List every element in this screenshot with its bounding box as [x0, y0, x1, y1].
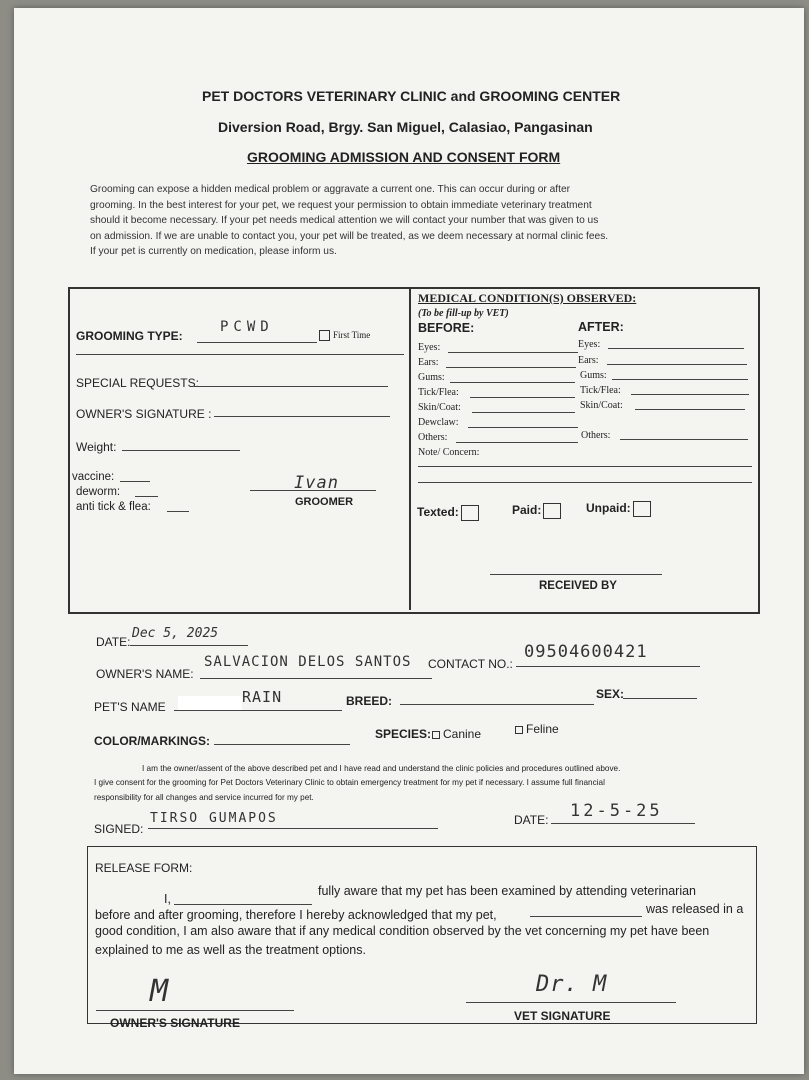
release-line-1-suffix: fully aware that my pet has been examined by attending veterinarian	[318, 884, 697, 898]
vaccine-label: vaccine:	[72, 471, 115, 483]
clinic-address: Diversion Road, Brgy. San Miguel, Calasiao, Pangasinan	[218, 119, 593, 135]
texted-box[interactable]	[461, 505, 479, 521]
signed-label: SIGNED:	[94, 822, 144, 836]
before-gums: Gums:	[418, 372, 445, 383]
anti-tick-label: anti tick & flea:	[76, 501, 151, 513]
signed-date-value: 12-5-25	[570, 801, 663, 821]
groomer-signature-line	[250, 490, 376, 491]
groomer-label: GROOMER	[295, 496, 354, 508]
paid-checkbox[interactable]	[512, 503, 561, 519]
note-concern: Note/ Concern:	[418, 447, 480, 458]
after-label: AFTER:	[578, 320, 624, 334]
contact-label: CONTACT NO.:	[428, 657, 513, 671]
before-skin-coat-field[interactable]	[472, 412, 575, 413]
grooming-type-value: PCWD	[220, 319, 274, 335]
after-tick-flea-field[interactable]	[631, 394, 749, 395]
paid-box[interactable]	[543, 503, 561, 519]
breed-field[interactable]	[400, 704, 594, 705]
date-value: Dec 5, 2025	[132, 626, 219, 641]
intro-paragraph	[90, 182, 608, 260]
intro-line: If your pet is currently on medication, please inform us.	[90, 246, 337, 258]
date-label: DATE:	[96, 635, 131, 649]
grooming-type-line-2	[76, 354, 404, 355]
first-time-box[interactable]	[319, 330, 330, 341]
before-others: Others:	[418, 432, 448, 443]
before-tick-flea-field[interactable]	[470, 397, 575, 398]
medical-subtitle: (To be fill-up by VET)	[418, 308, 509, 319]
after-gums-field[interactable]	[612, 379, 748, 380]
canine-checkbox[interactable]	[432, 731, 440, 739]
release-name-field[interactable]	[174, 904, 312, 905]
received-by-label: RECEIVED BY	[539, 580, 617, 592]
vaccine-field[interactable]	[120, 481, 150, 482]
first-time-label: First Time	[333, 330, 371, 340]
after-skin-coat-field[interactable]	[635, 409, 745, 410]
color-markings-field[interactable]	[214, 744, 350, 745]
feline-label: Feline	[526, 722, 559, 736]
clinic-name: PET DOCTORS VETERINARY CLINIC and GROOMING CENTER	[202, 88, 621, 104]
signed-value: TIRSO GUMAPOS	[150, 811, 278, 826]
after-ears-field[interactable]	[607, 364, 747, 365]
canine-label: Canine	[443, 727, 482, 741]
after-tick-flea: Tick/Flea:	[580, 385, 621, 396]
release-line-2-suffix: was released in a	[646, 902, 744, 916]
species-label: SPECIES:	[375, 727, 432, 741]
contact-field[interactable]	[516, 666, 700, 667]
after-eyes: Eyes:	[578, 339, 601, 350]
paid-label: Paid:	[512, 503, 542, 518]
signed-date-label: DATE:	[514, 813, 549, 827]
intro-line: grooming. In the best interest for your pet, we request your permission to obtain immediate veterinary treatment	[90, 199, 592, 211]
form-title: GROOMING ADMISSION AND CONSENT FORM	[247, 149, 561, 165]
release-line-1-prefix: I,	[164, 892, 171, 906]
owner-signature-label: OWNER'S SIGNATURE :	[76, 407, 212, 421]
breed-label: BREED:	[346, 694, 393, 708]
before-dewclaw: Dewclaw:	[418, 417, 459, 428]
intro-line: Grooming can expose a hidden medical problem or aggravate a current one. This can occur during or after	[90, 184, 571, 195]
deworm-label: deworm:	[76, 486, 121, 498]
canine-option[interactable]	[432, 727, 481, 741]
after-gums: Gums:	[580, 370, 607, 381]
before-dewclaw-field[interactable]	[468, 427, 578, 428]
intro-line: on admission. If we are unable to contact you, your pet will be treated, as we deem necessary at normal clinic fees.	[90, 230, 609, 242]
received-by-line	[490, 574, 662, 575]
weight-label: Weight:	[76, 440, 117, 454]
intro-line: should it become necessary. If your pet needs medical attention we will contact your number that was given to us	[90, 215, 599, 227]
special-requests-label: SPECIAL REQUESTS:	[76, 376, 199, 390]
release-vet-signature-label: VET SIGNATURE	[514, 1009, 611, 1023]
unpaid-checkbox[interactable]	[586, 501, 651, 517]
vet-signature-scribble: Dr. M	[536, 972, 608, 997]
grooming-type-field[interactable]	[197, 342, 317, 343]
release-line-3: good condition, I am also aware that if any medical condition observed by the vet concerning my pet have been	[95, 924, 710, 938]
owner-name-value: SALVACION DELOS SANTOS	[204, 654, 412, 670]
owner-name-field[interactable]	[200, 678, 432, 679]
after-others-field[interactable]	[620, 439, 748, 440]
release-pet-field[interactable]	[530, 916, 642, 917]
consent-line: I give consent for the grooming for Pet Doctors Veterinary Clinic to obtain emergency treatment for my pet if necessary. I assume full financial	[94, 778, 605, 787]
unpaid-label: Unpaid:	[586, 501, 631, 516]
deworm-field[interactable]	[135, 496, 158, 497]
release-owner-signature-label: OWNER'S SIGNATURE	[110, 1016, 240, 1030]
before-label: BEFORE:	[418, 321, 475, 335]
before-others-field[interactable]	[456, 442, 578, 443]
unpaid-box[interactable]	[633, 501, 651, 517]
signed-field[interactable]	[148, 828, 438, 829]
contact-value: 09504600421	[524, 642, 648, 662]
after-ears: Ears:	[578, 355, 599, 366]
note-line-2[interactable]	[418, 482, 752, 483]
release-owner-signature-line[interactable]	[96, 1010, 294, 1011]
before-eyes: Eyes:	[418, 342, 441, 353]
before-ears-field[interactable]	[446, 367, 576, 368]
feline-checkbox[interactable]	[515, 726, 523, 734]
feline-option[interactable]	[515, 722, 559, 736]
before-tick-flea: Tick/Flea:	[418, 387, 459, 398]
before-skin-coat: Skin/Coat:	[418, 402, 461, 413]
weight-field[interactable]	[122, 450, 240, 451]
sex-field[interactable]	[623, 698, 697, 699]
first-time-checkbox[interactable]	[319, 330, 370, 341]
signed-date-field[interactable]	[551, 823, 695, 824]
texted-checkbox[interactable]	[417, 505, 479, 521]
form-page	[14, 8, 804, 1074]
box-divider	[409, 289, 411, 610]
pet-name-label: PET'S NAME	[94, 700, 166, 714]
owner-signature-field[interactable]	[214, 416, 390, 417]
release-line-2-prefix: before and after grooming, therefore I hereby acknowledged that my pet,	[95, 908, 497, 922]
grooming-type-label: GROOMING TYPE:	[76, 329, 183, 343]
owner-signature-scribble: M	[150, 974, 170, 1009]
groomer-signature: Ivan	[294, 473, 339, 493]
special-requests-field[interactable]	[194, 386, 388, 387]
medical-title: MEDICAL CONDITION(S) OBSERVED:	[418, 291, 637, 305]
date-field[interactable]	[130, 645, 248, 646]
after-others: Others:	[581, 430, 611, 441]
anti-tick-field[interactable]	[167, 511, 189, 512]
pet-name-field[interactable]	[174, 710, 342, 711]
after-skin-coat: Skin/Coat:	[580, 400, 623, 411]
color-markings-label: COLOR/MARKINGS:	[94, 734, 210, 748]
release-title: RELEASE FORM:	[95, 861, 193, 875]
note-line-1[interactable]	[418, 466, 752, 467]
consent-line: I am the owner/assent of the above described pet and I have read and understand the clinic policies and procedures outlined above.	[142, 764, 621, 773]
before-eyes-field[interactable]	[448, 352, 578, 353]
release-line-4: explained to me as well as the treatment options.	[95, 943, 366, 957]
release-vet-signature-line[interactable]	[466, 1002, 676, 1003]
consent-line: responsibility for all changes and service incurred for my pet.	[94, 793, 314, 802]
pet-name-value: RAIN	[242, 688, 283, 706]
owner-name-label: OWNER'S NAME:	[96, 667, 194, 681]
after-eyes-field[interactable]	[608, 348, 744, 349]
before-gums-field[interactable]	[450, 382, 575, 383]
texted-label: Texted:	[417, 505, 459, 520]
sex-label: SEX:	[596, 687, 625, 701]
redaction-patch	[178, 696, 242, 710]
before-ears: Ears:	[418, 357, 439, 368]
